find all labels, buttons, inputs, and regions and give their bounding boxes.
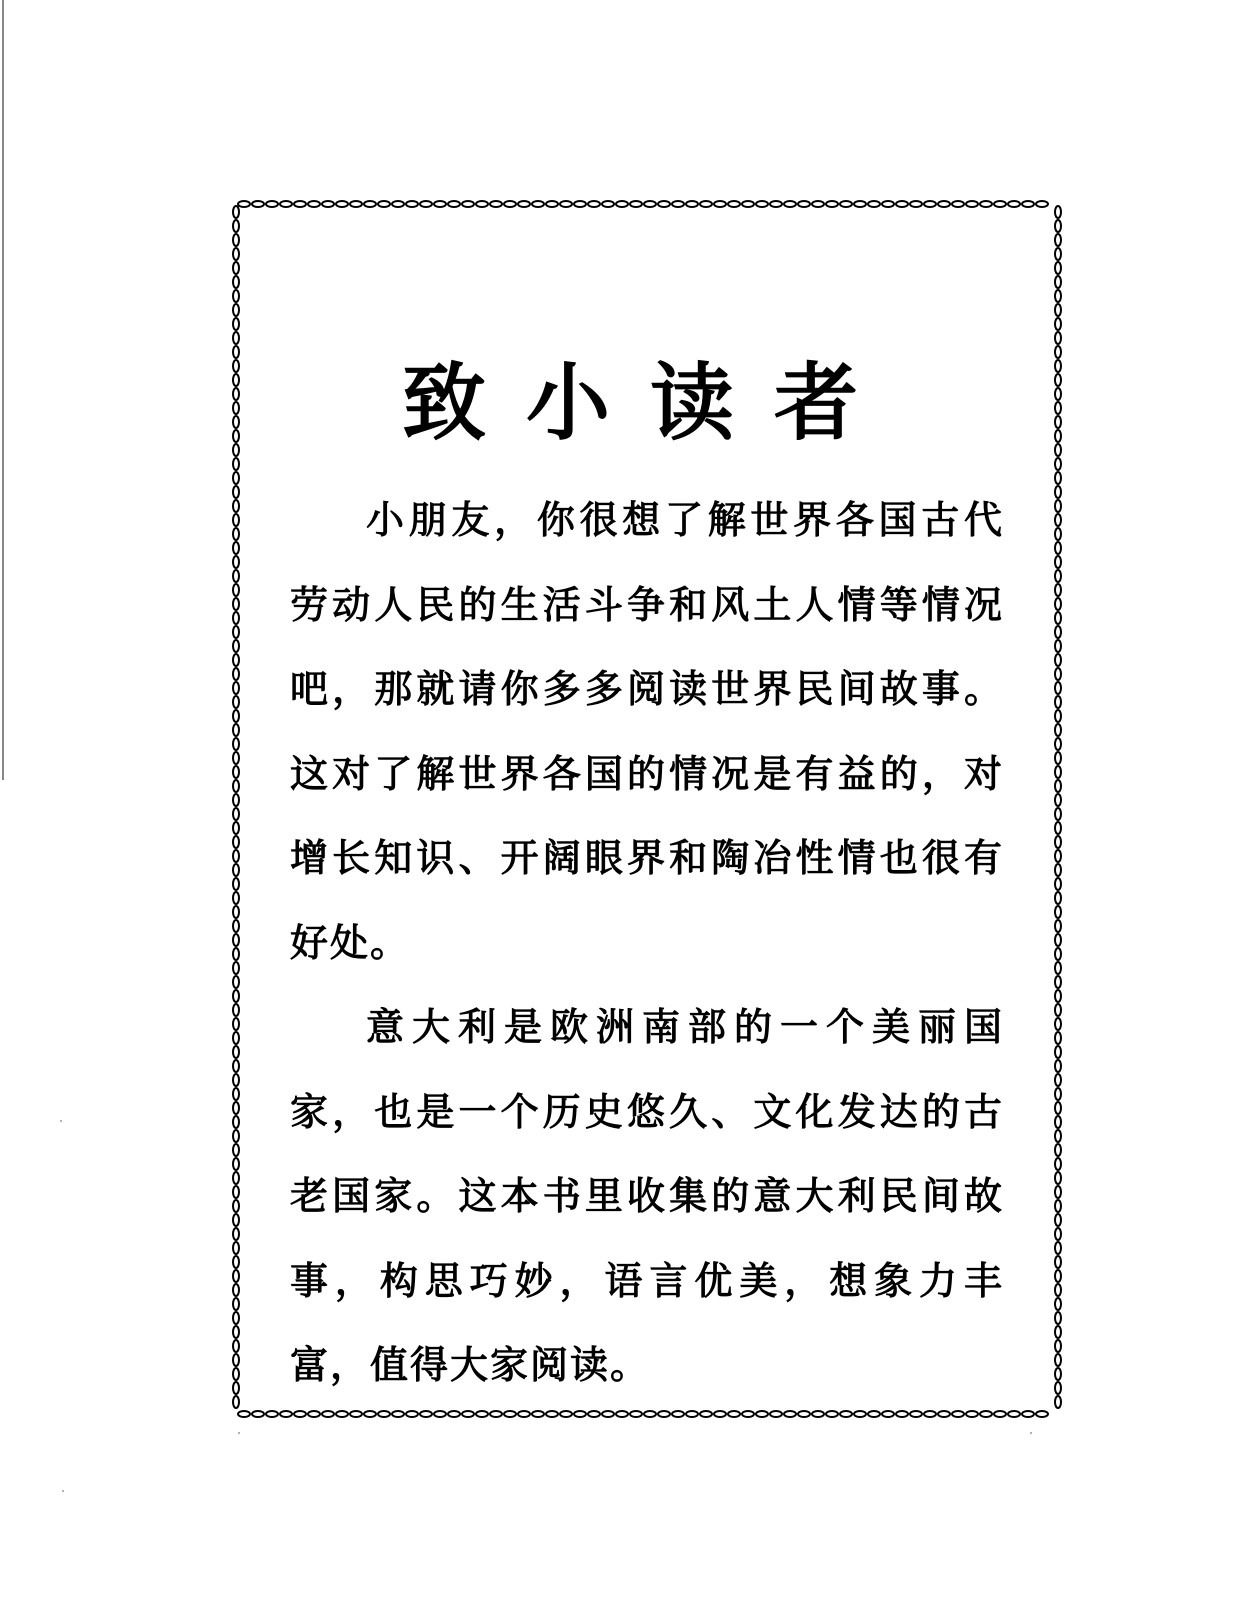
paragraph-2: 意大利是欧洲南部的一个美丽国家，也是一个历史悠久、文化发达的古老国家。这本书里收集的意大利民间故事，构思巧妙，语言优美，想象力丰富，值得大家阅读。	[290, 1004, 1004, 1387]
scan-speck	[238, 1432, 240, 1434]
page-title: 致小读者	[401, 353, 898, 453]
paragraph-1: 小朋友，你很想了解世界各国古代劳动人民的生活斗争和风土人情等情况吧，那就请你多多阅读世界民间故事。这对了解世界各国的情况是有益的，对增长知识、开阔眼界和陶冶性情也很有好处。	[290, 497, 1004, 965]
scan-speck	[1030, 1432, 1032, 1434]
scan-speck	[62, 1490, 64, 1492]
scan-speck	[60, 1120, 62, 1122]
body-text	[290, 478, 1004, 1408]
